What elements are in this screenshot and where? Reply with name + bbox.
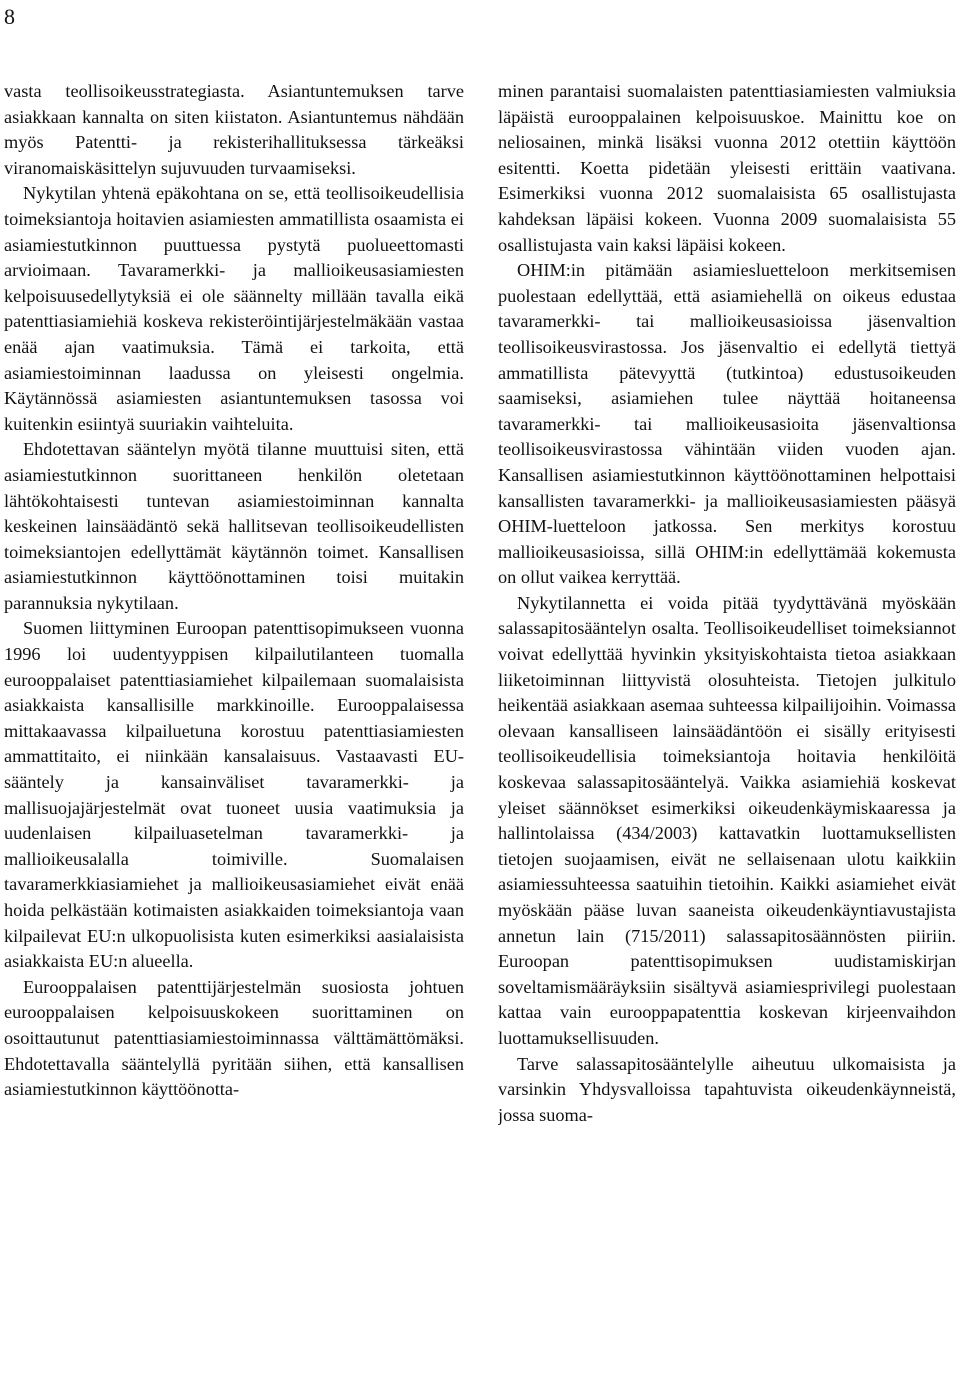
paragraph: Nykytilannetta ei voida pitää tyydyttävänä myöskään salassapitosääntelyn osalta. Teollisoikeudelliset toimeksiannot voivat edellyttää hyvinkin yksityiskohtaista tietoa asiakkaan liiketoiminnan liittyvistä olosuhteista. Tietojen julkitulo heikentää asiakkaan asemaa suhteessa kilpailijoihin. Voimassa olevaan kansalliseen lainsäädäntöön ei sisälly erityisesti teollisoikeudellisia toimeksiantoja hoitavia henkilöitä koskevaa salassapitosääntelyä. Vaikka asiamiehiä koskevat yleiset säännökset esimerkiksi oikeudenkäymiskaaressa ja hallintolaissa (434/2003) kattavatkin luottamuksellisten tietojen suojaamisen, eivät ne sellaisenaan ulotu kaikkiin asiamiessuhteessa saatuihin tietoihin. Kaikki asiamiehet eivät myöskään pääse luvan saaneista oikeudenkäyntiavustajista annetun lain (715/2011) salassapitosäännösten piiriin. Euroopan patenttisopimuksen uudistamiskirjan soveltamismääräyksiin sisältyvä asiamiesprivilegi puolestaan kattaa vain eurooppapatenttia koskevan kirjeenvaihdon luottamuksellisuuden. <box>498 592 956 1048</box>
paragraph: vasta teollisoikeusstrategiasta. Asiantuntemuksen tarve asiakkaan kannalta on siten kiistaton. Asiantuntemus nähdään myös Patentti- ja rekisterihallituksessa tärkeäksi viranomaiskäsittelyn sujuvuuden turvaamiseksi. <box>4 81 464 178</box>
paragraph: Suomen liittyminen Euroopan patenttisopimukseen vuonna 1996 loi uudentyyppisen kilpailutilanteen tuomalla eurooppalaiset patenttiasiamiehet kilpailemaan suomalaisista asiakkaista kansallisille markkinoille. Eurooppalaisessa mittakaavassa kilpailuetuna korostuu patenttiasiamiesten ammattitaito, ei niinkään kansalaisuus. Vastaavasti EU-sääntely ja kansainväliset tavaramerkki- ja mallisuojajärjestelmät ovat tuoneet uusia vaatimuksia ja uudenlaisen kilpailuasetelman tavaramerkki- ja mallioikeusalalla toimiville. Suomalaisen tavaramerkkiasiamiehet ja mallioikeusasiamiehet eivät enää hoida pelkästään kotimaisten asiakkaiden toimeksiantoja vaan kilpailevat EU:n ulkopuolisista kuten esimerkiksi aasialaisista asiakkaista EU:n alueella. <box>4 618 464 972</box>
paragraph: Ehdotettavan sääntelyn myötä tilanne muuttuisi siten, että asiamiestutkinnon suorittaneen henkilön oletetaan lähtökohtaisesti tuntevan asiamiestoiminnan kannalta keskeinen lainsäädäntö sekä hallitsevan teollisoikeudellisten toimeksiantojen edellyttämät käytännön toimet. Kansallisen asiamiestutkinnon käyttöönottaminen toisi muitakin parannuksia nykytilaan. <box>4 439 464 613</box>
left-column <box>4 79 464 1389</box>
paragraph: Nykytilan yhtenä epäkohtana on se, että teollisoikeudellisia toimeksiantoja hoitavien asiamiesten ammatillista osaamista ei asiamiestutkinnon puuttuessa pystytä puolueettomasti arvioimaan. Tavaramerkki- ja mallioikeusasiamiesten kelpoisuusedellytyksiä ei ole säännelty millään tavalla eikä patenttiasiamiehiä koskeva rekisteröintijärjestelmäkään vastaa enää ajan vaatimuksia. Tämä ei tarkoita, että asiamiestoiminnan laadussa on yleisesti ongelmia. Käytännössä asiamiesten asiantuntemuksen tasossa voi kuitenkin esiintyä suuriakin vaihteluita. <box>4 183 464 434</box>
paragraph: Eurooppalaisen patenttijärjestelmän suosiosta johtuen eurooppalaisen kelpoisuuskokeen suorittaminen on osoittautunut patenttiasiamiestoiminnassa välttämättömäksi. Ehdotettavalla sääntelyllä pyritään siihen, että kansallisen asiamiestutkinnon käyttöönotta- <box>4 976 464 1100</box>
right-column <box>498 79 956 1389</box>
paragraph: OHIM:in pitämään asiamiesluetteloon merkitsemisen puolestaan edellyttää, että asiamiehellä on oikeus edustaa tavaramerkki- tai mallioikeusasioissa jäsenvaltion teollisoikeusvirastossa. Jos jäsenvaltio ei edellytä tiettyä ammatillista pätevyyttä (tutkintoa) edustusoikeuden saamiseksi, asiamiehen tulee näyttää hoitaneensa tavaramerkki- tai mallioikeusasioita jäsenvaltionsa teollisoikeusvirastossa vähintään viiden vuoden ajan. Kansallisen asiamiestutkinnon käyttöönottaminen helpottaisi kansallisten tavaramerkki- ja mallioikeusasiamiesten pääsyä OHIM-luetteloon jatkossa. Sen merkitys korostuu mallioikeusasioissa, sillä OHIM:in edellyttämää kokemusta on ollut vaikea kerryttää. <box>498 260 956 588</box>
page-number: 8 <box>4 4 15 29</box>
paragraph: Tarve salassapitosääntelylle aiheutuu ulkomaisista ja varsinkin Yhdysvalloissa tapahtuvista oikeudenkäynneistä, jossa suoma- <box>498 1053 956 1125</box>
paragraph: minen parantaisi suomalaisten patenttiasiamiesten valmiuksia läpäistä eurooppalainen kelpoisuuskoe. Mainittu koe on neliosainen, minkä lisäksi vuonna 2012 otettiin käyttöön esitentti. Koetta pidetään yleisesti erittäin vaativana. Esimerkiksi vuonna 2012 suomalaisista 65 osallistujasta kahdeksan läpäisi kokeen. Vuonna 2009 suomalaisista 55 osallistujasta vain kaksi läpäisi kokeen. <box>498 81 956 255</box>
